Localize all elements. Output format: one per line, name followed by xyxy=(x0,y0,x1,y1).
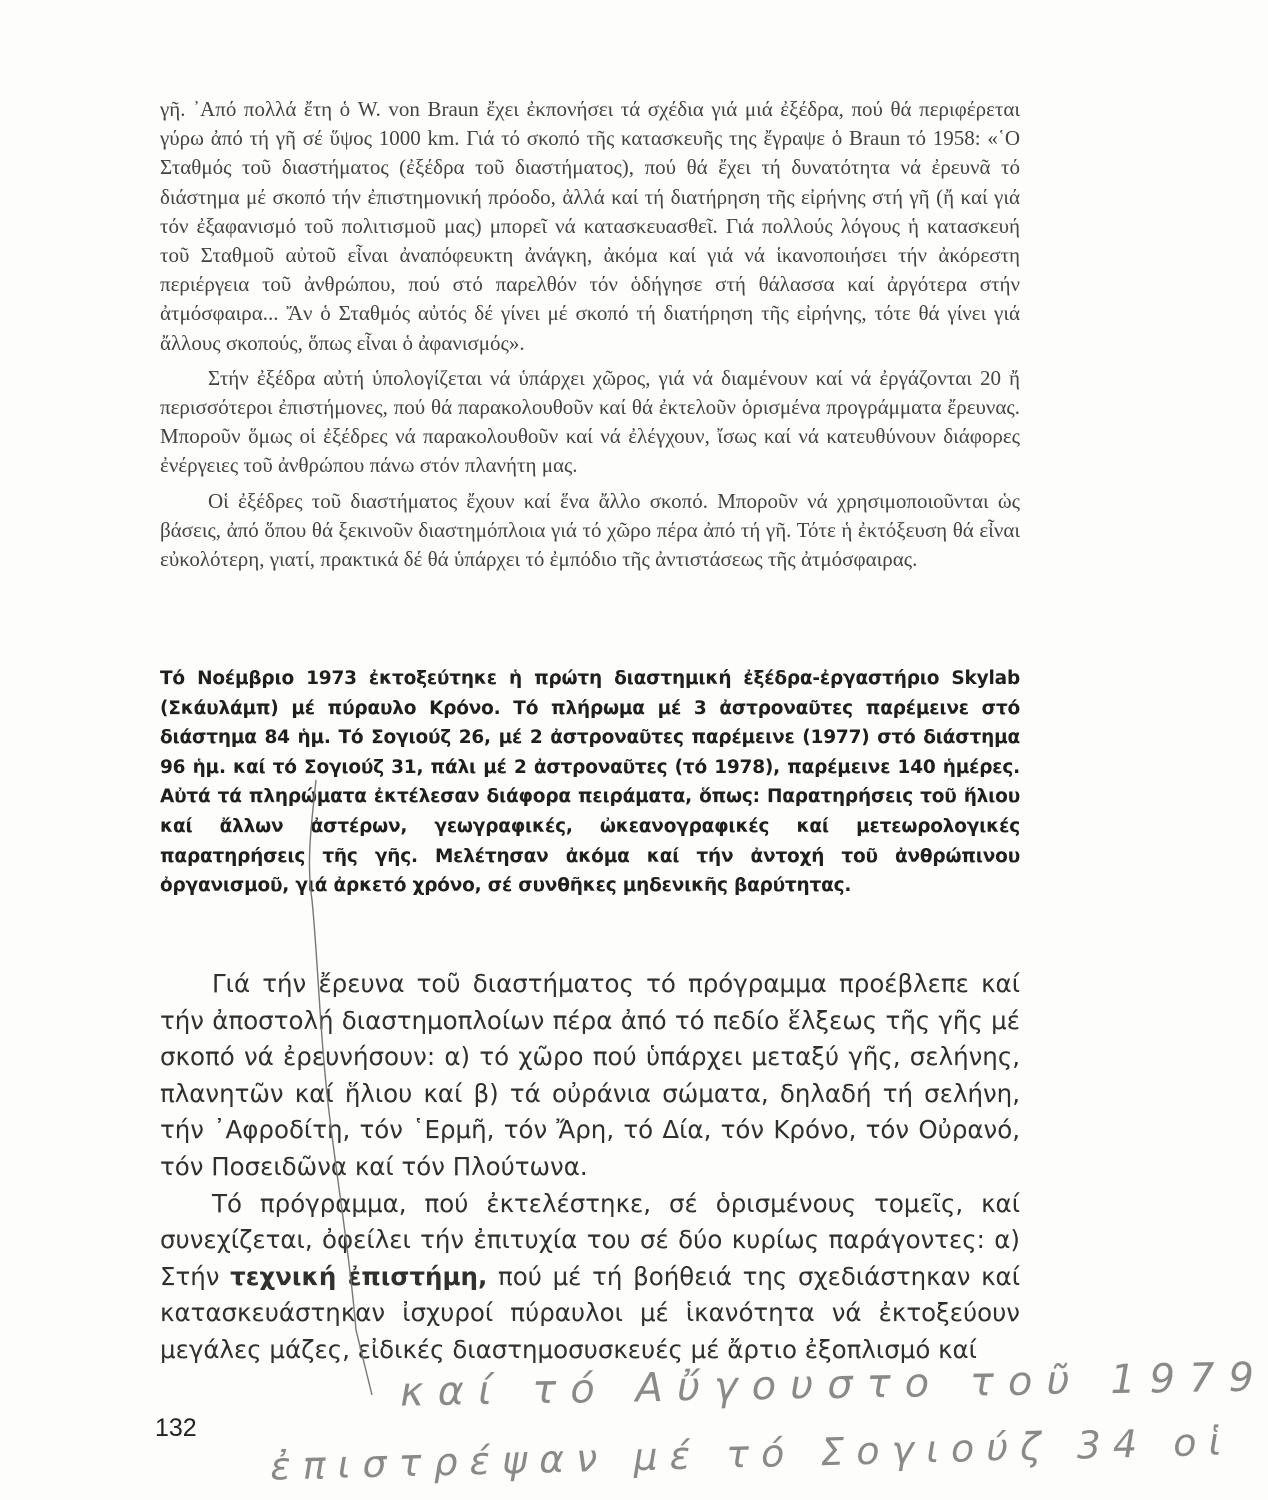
intro-text-block xyxy=(160,95,1020,580)
paragraph-space-program: Γιά τήν ἔρευνα τοῦ διαστήματος τό πρόγραμμα προέβλεπε καί τήν ἀποστολή διαστημοπλοίων πέρα ἀπό τό πεδίο ἕλξεως τῆς γῆς μέ σκοπό νά ἐρευνήσουν: α) τό χῶρο πού ὑπάρχει μεταξύ γῆς, σελήνης, πλανητῶν καί ἥλιου καί β) τά οὐράνια σώματα, δηλαδή τή σελήνη, τήν ᾿Αφροδίτη, τόν ῾Ερμῆ, τόν Ἄρη, τό Δία, τόν Κρόνο, τόν Οὐρανό, τόν Ποσειδῶνα καί τόν Πλούτωνα. xyxy=(160,969,1020,1181)
large-text-block xyxy=(160,966,1020,1369)
page-number: 132 xyxy=(155,1414,197,1442)
handwritten-note-line-2: ἐπιστρέψαν μέ τό Σογιούζ 34 οἱ xyxy=(269,1419,1234,1489)
paragraph-braun-quote: γῆ. ᾿Από πολλά ἔτη ὁ W. von Braun ἔχει ἐκπονήσει τά σχέδια γιά μιά ἐξέδρα, πού θά περιφέρεται γύρω ἀπό τή γῆ σέ ὕψος 1000 km. Γιά τό σκοπό τῆς κατασκευῆς της ἔγραψε ὁ Braun τό 1958: «῾Ο Σταθμός τοῦ διαστήματος (ἐξέδρα τοῦ διαστήματος), πού θά ἔχει τή δυνατότητα νά ἐρευνᾶ τό διάστημα μέ σκοπό τήν ἐπιστημονική πρόοδο, ἀλλά καί τή διατήρηση τῆς εἰρήνης στή γῆ (ἤ καί γιά τόν ἐξαφανισμό τοῦ πολιτισμοῦ μας) μπορεῖ νά κατασκευασθεῖ. Γιά πολλούς λόγους ἡ κατασκευή τοῦ Σταθμοῦ αὐτοῦ εἶναι ἀναπόφευκτη ἀνάγκη, ἀκόμα καί γιά νά ἱκανοποιήσει τήν ἀκόρεστη περιέργεια τοῦ ἀνθρώπου, πού στό παρελθόν τόν ὁδήγησε στή θάλασσα καί ἀργότερα στήν ἀτμόσφαιρα... Ἄν ὁ Σταθμός αὐτός δέ γίνει μέ σκοπό τή διατήρηση τῆς εἰρήνης, τότε θά γίνει γιά ἄλλους σκοπούς, ὅπως εἶναι ὁ ἀφανισμός». xyxy=(160,97,1020,355)
program-factors-end: πού μέ τή βοήθειά της σχεδιάστηκαν καί κατασκευάστηκαν ἰσχυροί πύραυλοι μέ ἱκανότητα νά ἐκτοξεύουν μεγάλες μάζες, εἰδικές διαστημοσυσκευές μέ ἄρτιο ἐξοπλισμό καί xyxy=(160,1261,1020,1364)
technical-science-term: τεχνική ἐπιστήμη, xyxy=(230,1261,488,1291)
paragraph-platform-scientists: Στήν ἐξέδρα αὐτή ὑπολογίζεται νά ὑπάρχει χῶρος, γιά νά διαμένουν καί νά ἐργάζονται 20 ἤ περισσότεροι ἐπιστήμονες, πού θά παρακολουθοῦν καί θά ἐκτελοῦν ὁρισμένα προγράμματα ἔρευνας. Μποροῦν ὅμως οἱ ἐξέδρες νά παρακολουθοῦν καί νά ἐλέγχουν, ἴσως καί νά κατευθύνουν διάφορες ἐνέργειες τοῦ ἀνθρώπου πάνω στόν πλανήτη μας. xyxy=(160,365,1020,478)
paragraph-platform-bases: Οἱ ἐξέδρες τοῦ διαστήματος ἔχουν καί ἕνα ἄλλο σκοπό. Μποροῦν νά χρησιμοποιοῦνται ὡς βάσεις, ἀπό ὅπου θά ξεκινοῦν διαστημόπλοια γιά τό χῶρο πέρα ἀπό τή γῆ. Τότε ἡ ἐκτόξευση θά εἶναι εὐκολότερη, γιατί, πρακτικά δέ θά ὑπάρχει τό ἐμπόδιο τῆς ἀντιστάσεως τῆς ἀτμόσφαιρας. xyxy=(160,488,1020,572)
paragraph-program-factors xyxy=(160,1186,1020,1369)
program-factors-start: Τό πρόγραμμα, πού ἐκτελέστηκε, σέ ὁρισμένους τομεῖς, καί συνεχίζεται, ὀφείλει τήν ἐπιτυχία του σέ δύο κυρίως παράγοντες: α) Στήν xyxy=(160,1188,1020,1291)
paragraph-skylab: Τό Νοέμβριο 1973 ἐκτοξεύτηκε ἡ πρώτη διαστημική ἐξέδρα-ἐργαστήριο Skylab (Σκάυλάμπ) μέ πύραυλο Κρόνο. Τό πλήρωμα μέ 3 ἀστροναῦτες παρέμεινε στό διάστημα 84 ἡμ. Τό Σογιούζ 26, μέ 2 ἀστροναῦτες παρέμεινε (1977) στό διάστημα 96 ἡμ. καί τό Σογιούζ 31, πάλι μέ 2 ἀστροναῦτες (τό 1978), παρέμεινε 140 ἡμέρες. Αὐτά τά πληρώματα ἐκτέλεσαν διάφορα πειράματα, ὅπως: Παρατηρήσεις τοῦ ἥλιου καί ἄλλων ἀστέρων, γεωγραφικές, ὠκεανογραφικές καί μετεωρολογικές παρατηρήσεις τῆς γῆς. Μελέτησαν ἀκόμα καί τήν ἀντοχή τοῦ ἀνθρώπινου ὀργανισμοῦ, γιά ἀρκετό χρόνο, σέ συνθῆκες μηδενικῆς βαρύτητας. xyxy=(160,668,1020,897)
handwritten-note-line-1: καί τό Αὔγουστο τοῦ 1979 xyxy=(399,1354,1268,1416)
skylab-text-block xyxy=(160,664,1020,901)
